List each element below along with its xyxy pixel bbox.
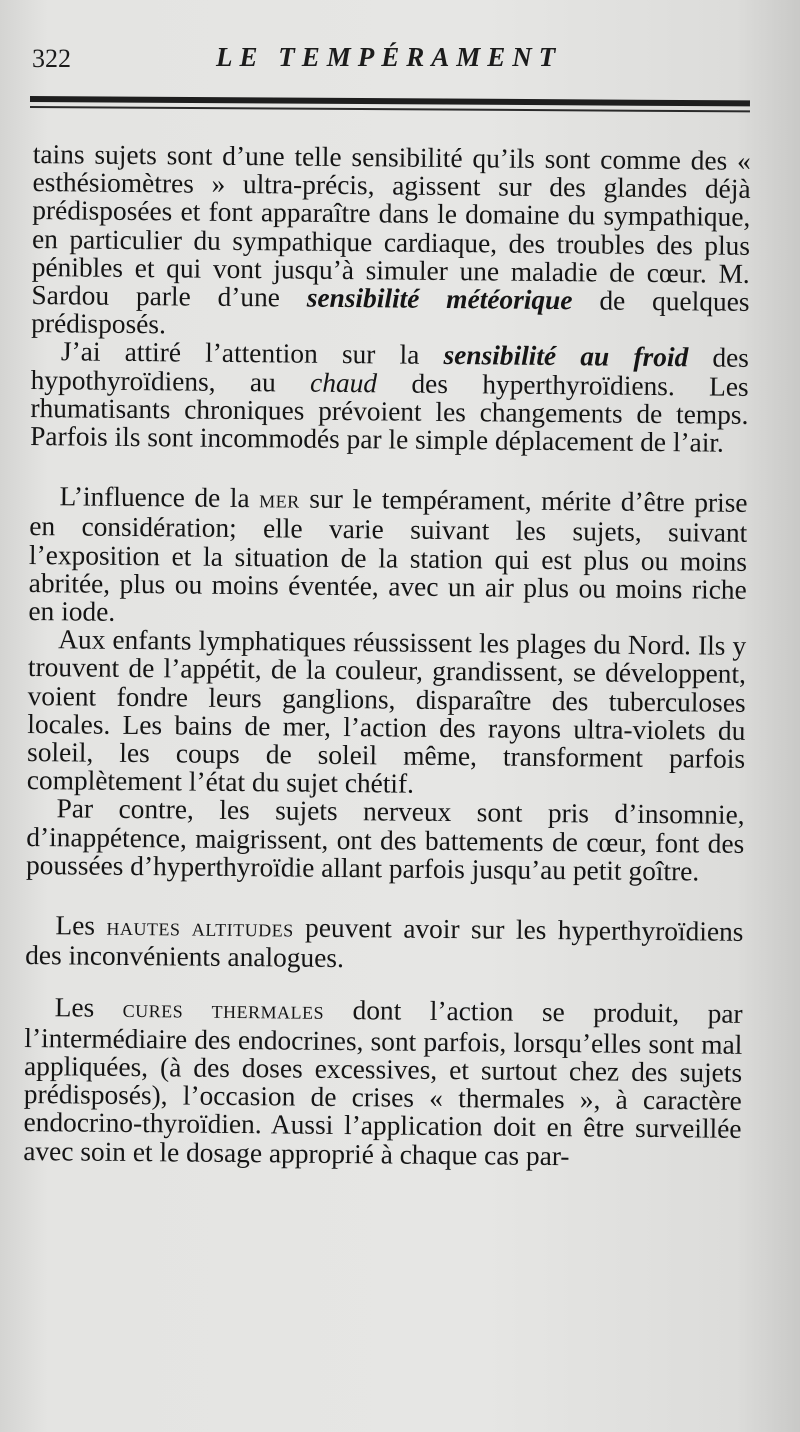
text-run: de quelques prédisposés. xyxy=(31,285,750,340)
page-number: 322 xyxy=(32,44,71,73)
paragraph-influence-mer xyxy=(28,482,747,632)
paragraph-sensibilite-froid xyxy=(30,337,749,457)
emphasis-text: chaud xyxy=(309,367,378,398)
text-run: J’ai attiré l’attention sur la xyxy=(60,336,444,371)
header-rule-thick xyxy=(30,96,750,106)
text-run: des hypothyroïdiens, au xyxy=(30,342,750,398)
header-rule-thin xyxy=(30,106,750,112)
text-run: des hyperthyroïdiens. Les rhumatisants chroniques prévoient les changements de temps. Parfois ils sont incommodés par le simple déplacement de l’air. xyxy=(30,367,749,458)
running-title: LE TEMPÉRAMENT xyxy=(216,42,563,72)
text-run: sur le tempérament, mérite d’être prise en considération; elle varie suivant les sujets, suivant l’exposition et la situation de la station qui est plus ou moins abritée, plus ou moins éventée, avec un air plus ou moins riche en iode. xyxy=(28,483,748,627)
small-caps-term: mer xyxy=(259,486,300,514)
paragraph-hautes-altitudes xyxy=(25,911,744,976)
text-run: peuvent avoir sur les hyperthyroïdiens des inconvénients analogues. xyxy=(25,912,744,974)
emphasis-text: sensibilité météorique xyxy=(306,282,573,316)
text-run: L’influence de la xyxy=(59,481,260,514)
text-run: Les xyxy=(54,992,123,1024)
small-caps-term: hautes altitudes xyxy=(106,913,294,943)
text-run: Les xyxy=(55,910,107,941)
text-run: tains sujets sont d’une telle sensibilité qu’ils sont comme des « esthésiomètres » ultra-précis, agissent sur des glandes déjà prédisposées et font apparaître dans le domaine du sympathique, en particulier du sympathique cardiaque, des troubles des plus pénibles et qui vont jusqu’à simuler une maladie de cœur. M. Sardou parle d’une xyxy=(31,139,751,313)
small-caps-term: cures thermales xyxy=(122,996,325,1026)
running-head xyxy=(32,40,752,80)
paragraph-sujets-nerveux: Par contre, les sujets nerveux sont pris d’insomnie, d’inappétence, maigrissent, ont des battements de cœur, font des poussées d’hyperthyroïdie allant parfois jusqu’au petit goître. xyxy=(25,793,745,887)
page-body xyxy=(23,140,751,1172)
paragraph-sensibilite-meteorique xyxy=(31,140,751,344)
emphasis-text: sensibilité au froid xyxy=(443,340,689,373)
text-run: dont l’action se produit, par l’intermédiaire des endocrines, sont parfois, lorsqu’elles sont mal appliquées, (à des doses excessives, et surtout chez des sujets prédisposés), l’occasion de crises « thermales », à caractère endocrino-thyroïdien. Aussi l’application doit en être surveillée avec soin et le dosage approprié à chaque cas par- xyxy=(23,995,743,1171)
paragraph-cures-thermales xyxy=(23,993,743,1171)
paragraph-enfants-lymphatiques: Aux enfants lymphatiques réussissent les plages du Nord. Ils y trouvent de l’appétit, de la couleur, grandissent, se développent, voient fondre leurs ganglions, disparaître des tuberculoses locales. Les bains de mer, l’action des rayons ultra-violets du soleil, les coups de soleil même, transforment parfois complètement l’état du sujet chétif. xyxy=(26,624,747,799)
